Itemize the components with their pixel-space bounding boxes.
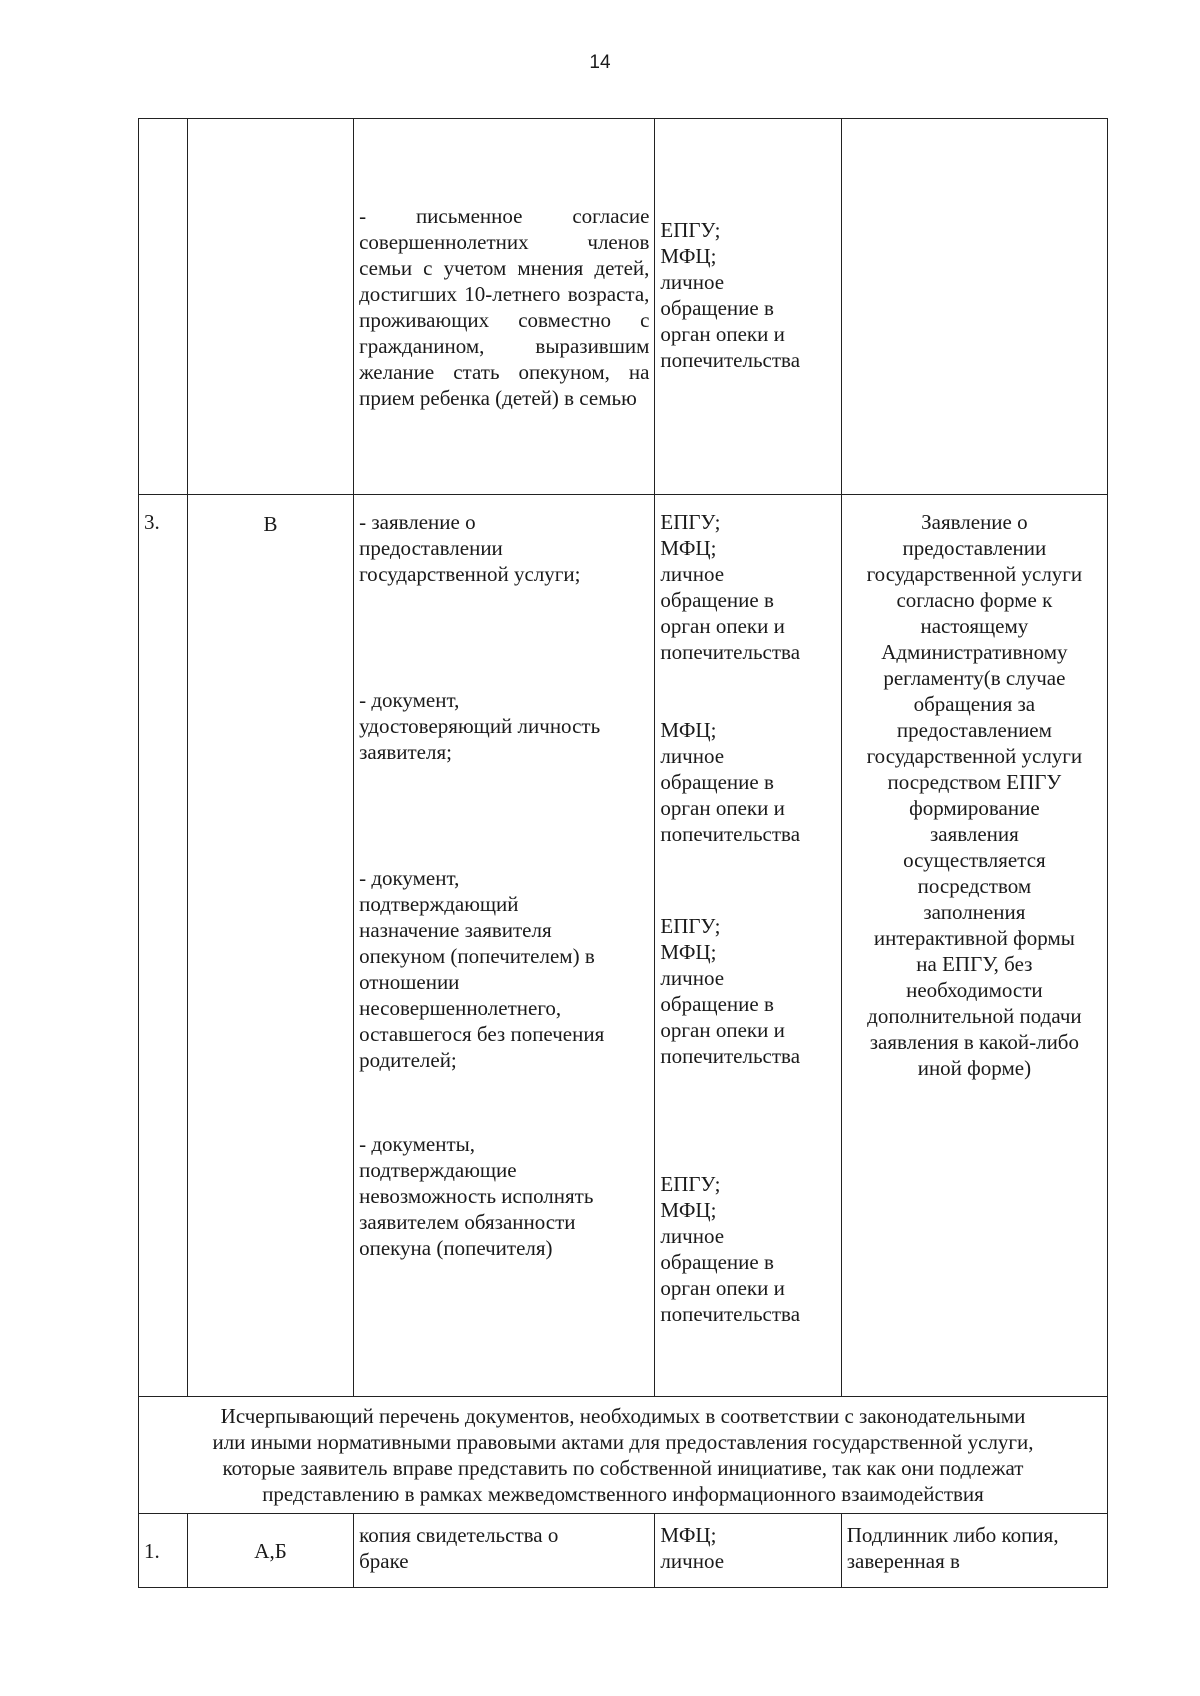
text-line: обращение в [660,296,774,320]
section-heading [139,1397,1108,1514]
text-line: государственной услуги [866,744,1083,768]
cell-category [187,495,353,1397]
text-line: назначение заявителя [359,918,552,942]
text-line: МФЦ; [660,940,717,964]
page-number: 14 [589,52,611,73]
text-line: заявителем обязанности [359,1210,576,1234]
section-heading-text [153,1403,1093,1507]
table-row-1 [139,1514,1108,1588]
text-line: заявления в какой-либо [869,1030,1079,1054]
text-line: государственной услуги; [359,562,581,586]
text-line: заверенная в [846,1549,960,1573]
text-line: МФЦ; [660,1523,717,1547]
text-line: личное [660,562,725,586]
text-line: предоставлении [902,536,1047,560]
text-line: обращение в [660,1250,774,1274]
cell-num-empty [139,119,188,495]
text-line: Административному [881,640,1068,664]
text-line: посредством [917,874,1032,898]
text-line: несовершеннолетнего, [359,996,562,1020]
text-line: МФЦ; [660,536,717,560]
text-line: попечительства [660,822,801,846]
section-heading-row [139,1397,1108,1514]
text-line: государственной услуги [866,562,1083,586]
text-line: - документы, [359,1132,476,1156]
text-line: попечительства [660,640,801,664]
method-item-marriage-certificate [660,1522,835,1574]
note-text [847,1522,1102,1574]
text-line: невозможность исполнять [359,1184,594,1208]
text-line: заявления [929,822,1019,846]
text-line: подтверждающие [359,1158,517,1182]
doc-item-marriage-certificate [359,1522,649,1574]
text-line: - документ, [359,688,460,712]
text-line: заполнения [923,900,1026,924]
text-line: Исчерпывающий перечень документов, необходимых в соответствии с законодательными [220,1404,1026,1428]
text-line: личное [660,270,725,294]
documents-table [138,118,1108,1588]
method-item-impossibility [660,1171,835,1327]
text-line: Заявление о [921,510,1028,534]
cell-docs [354,495,655,1397]
text-line: оставшегося без попечения [359,1022,605,1046]
text-line: обращение в [660,588,774,612]
text-line: родителей; [359,1048,457,1072]
text-line: отношении [359,970,460,994]
text-line: ЕПГУ; [660,914,721,938]
doc-item-guardian-appointment [359,865,649,1073]
text-line: обращение в [660,992,774,1016]
text-line: заявителя; [359,740,452,764]
text-line: попечительства [660,1044,801,1068]
row-category: А,Б [254,1538,287,1563]
text-line: обращения за [913,692,1036,716]
doc-item-impossibility [359,1131,649,1261]
row-number: 3. [144,510,160,534]
text-line: необходимости [906,978,1043,1002]
text-line: согласно форме к [896,588,1053,612]
text-line: орган опеки и [660,1276,785,1300]
text-line: осуществляется [903,848,1046,872]
text-line: орган опеки и [660,1018,785,1042]
text-line: подтверждающий [359,892,519,916]
text-line: - документ, [359,866,460,890]
text-line: орган опеки и [660,614,785,638]
cell-method [655,1514,841,1588]
doc-item-identity [359,687,649,765]
cell-doc [354,1514,655,1588]
text-line: регламенту(в случае [883,666,1066,690]
text-line: опекуна (попечителя) [359,1236,553,1260]
table-row-3 [139,495,1108,1397]
text-line: МФЦ; [660,718,717,742]
text-line: формирование [909,796,1040,820]
row-number: 1. [144,1538,160,1563]
text-line: копия свидетельства о [359,1523,559,1547]
table-row-continued [139,119,1108,495]
text-line: дополнительной подачи [867,1004,1082,1028]
doc-item-application [359,509,649,587]
cell-method [655,119,841,495]
note-text [847,509,1102,1081]
method-item-guardian-appointment [660,913,835,1069]
text-line: попечительства [660,348,801,372]
text-line: обращение в [660,770,774,794]
text-line: ЕПГУ; [660,1172,721,1196]
text-line: ЕПГУ; [660,218,721,242]
text-line: удостоверяющий личность [359,714,601,738]
text-line: настоящему [920,614,1029,638]
text-line: предоставлении [359,536,503,560]
cell-num [139,1514,188,1588]
text-line: попечительства [660,1302,801,1326]
text-line: представлению в рамках межведомственного информационного взаимодействия [262,1482,984,1506]
text-line: посредством ЕПГУ [887,770,1062,794]
text-line: МФЦ; [660,244,717,268]
method-item-application [660,509,835,665]
text-line: орган опеки и [660,796,785,820]
text-line: личное [660,1549,725,1573]
text-line: предоставлением [896,718,1052,742]
text-line: ЕПГУ; [660,510,721,534]
cell-category-empty [187,119,353,495]
text-line: опекуном (попечителем) в [359,944,595,968]
text-line: браке [359,1549,409,1573]
text-line: интерактивной формы [873,926,1075,950]
text-line: Подлинник либо копия, [846,1523,1059,1547]
text-line: или иными нормативными правовыми актами для предоставления государственной услуги, [212,1430,1034,1454]
cell-note-empty [841,119,1107,495]
requirement-text: - письменное согласие совершеннолетних членов семьи с учетом мнения детей, достигших 10-летнего возраста, проживающих совместно с гражданином, выразившим желание стать опекуном, на прием ребенка (детей) в семью [359,204,650,410]
method-item-identity [660,717,835,847]
text-line: личное [660,966,725,990]
cell-num [139,495,188,1397]
cell-note [841,495,1107,1397]
cell-category [187,1514,353,1588]
cell-methods [655,495,841,1397]
text-line: орган опеки и [660,322,785,346]
text-line: иной форме) [917,1056,1032,1080]
text-line: личное [660,744,725,768]
text-line: - заявление о [359,510,476,534]
cell-requirement [354,119,655,495]
text-line: на ЕПГУ, без [916,952,1033,976]
text-line: МФЦ; [660,1198,717,1222]
cell-note [841,1514,1107,1588]
row-category: В [263,512,278,536]
method-lines [660,217,835,373]
text-line: которые заявитель вправе представить по собственной инициативе, так как они подлежат [222,1456,1024,1480]
text-line: личное [660,1224,725,1248]
